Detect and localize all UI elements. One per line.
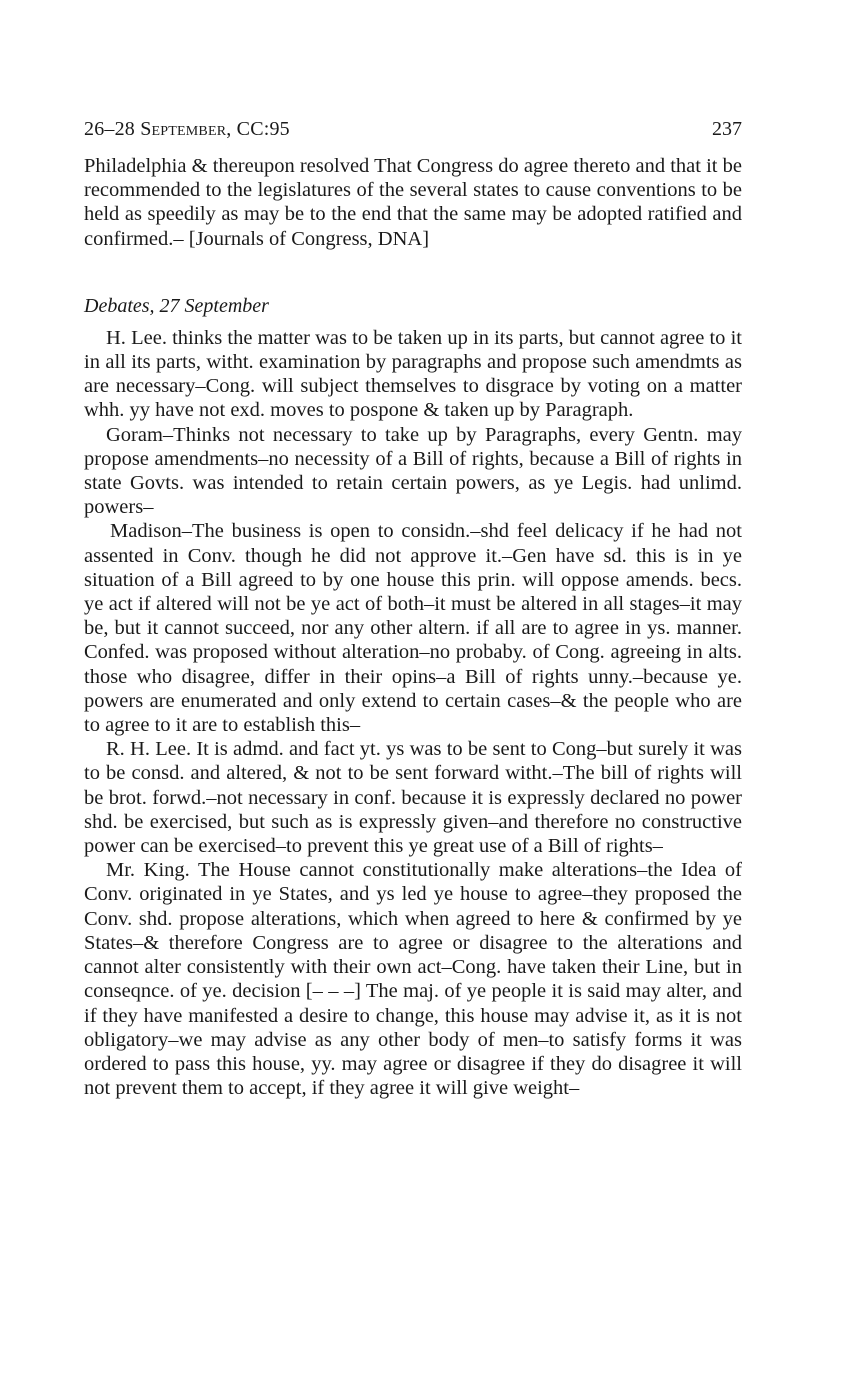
intro-paragraph: Philadelphia & thereupon resolved That Congress do agree thereto and that it be recommended to the legislatures of the several states to cause conventions to be held as speedily as may be to the end that the same may be adopted ratified and confirmed.– [Journals of Congress, DNA] bbox=[84, 155, 742, 250]
document-page bbox=[84, 118, 742, 1100]
running-head-docref: , CC:95 bbox=[226, 118, 290, 140]
paragraph-rh-lee: R. H. Lee. It is admd. and fact yt. ys was to be sent to Cong–but surely it was to be consd. and altered, & not to be sent forward witht.–The bill of rights will be brot. forwd.–not necessary in conf. because it is expressly declared no power shd. be exercised, but such as is expressly given–and therefore no constructive power can be exercised–to prevent this ye great use of a Bill of rights– bbox=[84, 738, 742, 858]
running-head-left bbox=[84, 118, 290, 141]
running-head-month: September bbox=[140, 118, 227, 140]
section-heading: Debates, 27 September bbox=[84, 294, 269, 317]
paragraph-madison: Madison–The business is open to considn.–shd feel delicacy if he had not assented in Conv. though he did not approve it.–Gen have sd. this is in ye situation of a Bill agreed to by one house this prin. will oppose amends. becs. ye act if altered will not be ye act of both–it must be altered in all stages–it may be, but it cannot succeed, nor any other altern. if all are to agree in ys. manner. Confed. was proposed without alteration–no probaby. of Cong. agreeing in alts. those who disagree, differ in their opins–a Bill of rights unny.–because ye. powers are enumerated and only extend to certain cases–& the people who are to agree to it are to establish this– bbox=[84, 520, 742, 737]
paragraph-goram: Goram–Thinks not necessary to take up by Paragraphs, every Gentn. may propose amendments–no necessity of a Bill of rights, because a Bill of rights in state Govts. was intended to retain certain powers, as ye Legis. had unlimd. powers– bbox=[84, 423, 742, 519]
page-number: 237 bbox=[712, 118, 742, 140]
running-head-date: 26–28 bbox=[84, 118, 141, 140]
paragraph-h-lee: H. Lee. thinks the matter was to be taken up in its parts, but cannot agree to it in all its parts, witht. examination by paragraphs and propose such amendmts as are necessary–Cong. will subject themselves to disgrace by voting on a matter whh. yy have not exd. moves to pospone & taken up by Paragraph. bbox=[84, 326, 742, 422]
running-head bbox=[84, 118, 742, 146]
paragraph-king: Mr. King. The House cannot constitutionally make alterations–the Idea of Conv. originated in ye States, and ys led ye house to agree–they proposed the Conv. shd. propose alterations, which when agreed to here & confirmed by ye States–& therefore Congress are to agree or disagree to the alterations and cannot alter consistently with their own act–Cong. have taken their Line, but in conseqnce. of ye. decision [– – –] The maj. of ye people it is said may alter, and if they have manifested a desire to change, this house may advise it, as it is not obligatory–we may advise as any other body of men–to satisfy forms it was ordered to pass this house, yy. may agree or disagree if they do disagree it will not prevent them to accept, if they agree it will give weight– bbox=[84, 859, 742, 1100]
